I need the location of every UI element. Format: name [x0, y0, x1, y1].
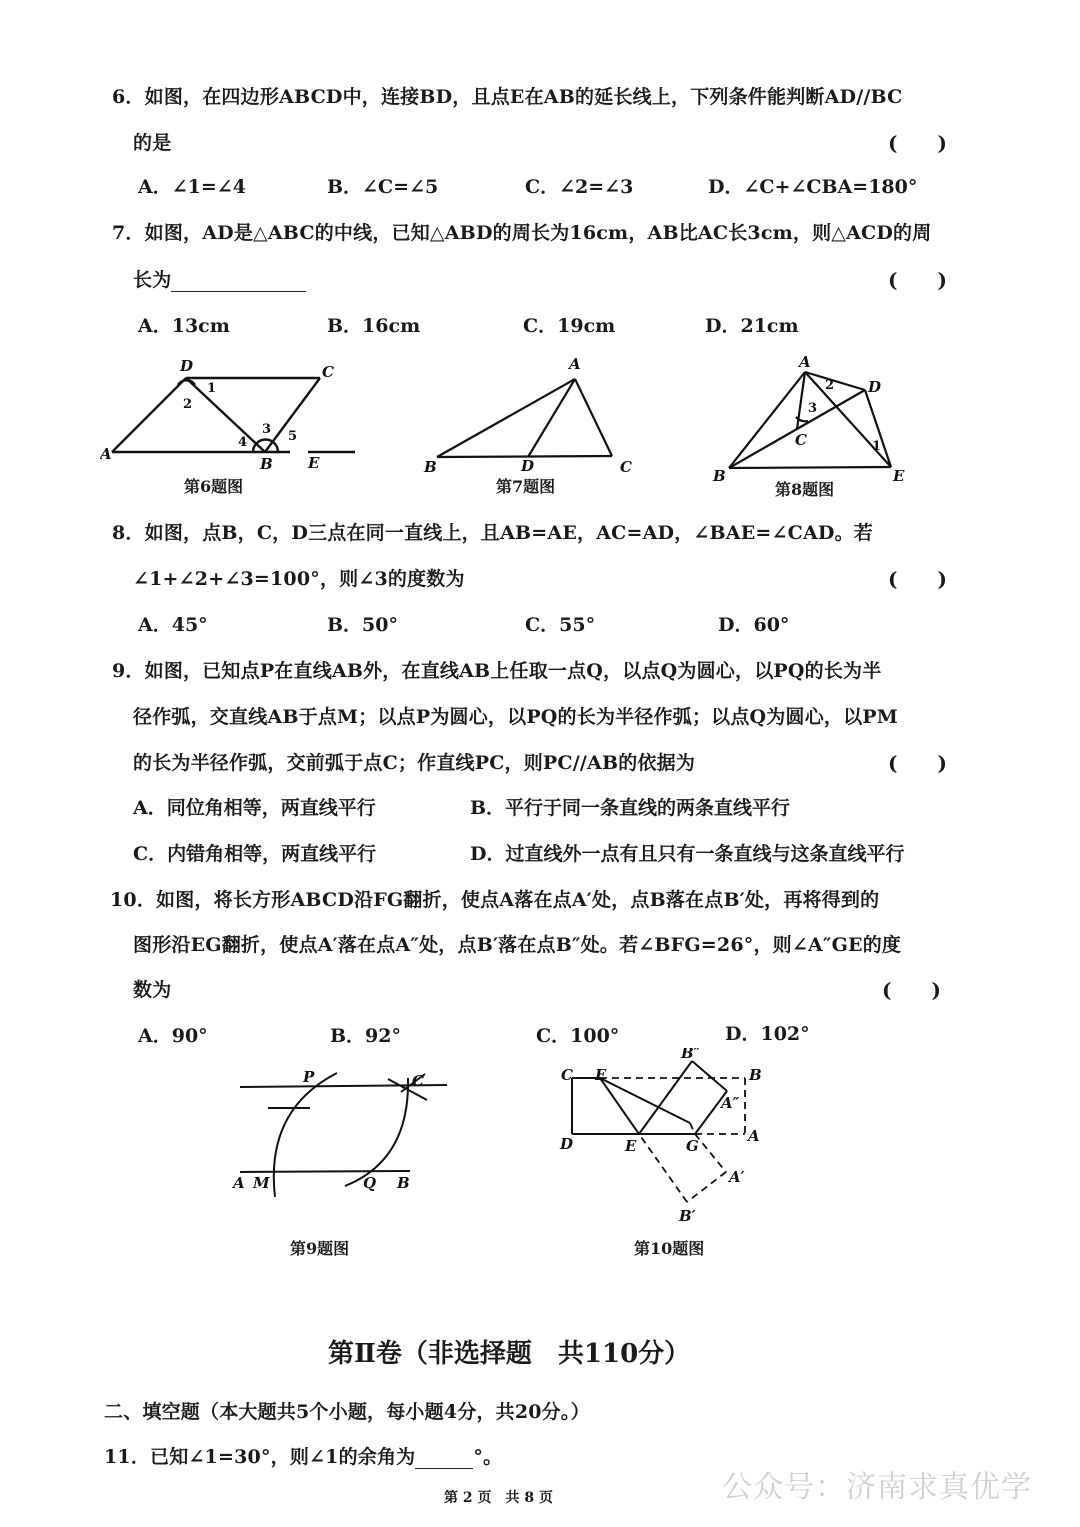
- q7-stem-line2-text: 长为: [133, 269, 172, 291]
- page-number-footer: 第 2 页 共 8 页: [444, 1490, 553, 1506]
- q10-option-c: C．100°: [536, 1025, 620, 1047]
- fig6-label-a: A: [100, 445, 112, 463]
- q11-text-before: 11．已知∠1=30°，则∠1的余角为: [104, 1446, 416, 1468]
- fig10-label-d: D: [560, 1135, 574, 1153]
- q7-answer-blank: [171, 271, 306, 292]
- q10-answer-bracket: ( ): [882, 978, 941, 1002]
- section-2-title: 第Ⅱ卷（非选择题 共110分）: [328, 1339, 691, 1369]
- fig10-label-f: F: [595, 1066, 606, 1084]
- q8-option-c: C．55°: [525, 614, 596, 636]
- q7-stem-line1: 7．如图，AD是△ABC的中线，已知△ABD的周长为16cm，AB比AC长3cm，则△ACD的周: [112, 222, 932, 244]
- q8-option-d: D．60°: [718, 614, 790, 636]
- q10-stem-line3: 数为: [133, 979, 172, 1001]
- fig8-label-a: A: [799, 353, 811, 371]
- fig7-label-b: B: [424, 458, 437, 475]
- fig8-angle-2: 2: [825, 378, 835, 393]
- fig6-label-d: D: [180, 357, 194, 375]
- fig10-label-c: C: [561, 1066, 573, 1084]
- figure-q8-triangles: [705, 350, 915, 485]
- fig10-label-a-prime: A′: [729, 1168, 745, 1186]
- fig9-label-p: P: [303, 1068, 315, 1086]
- figure-q10-folded-rectangle: [555, 1048, 770, 1228]
- q8-option-b: B．50°: [327, 614, 398, 636]
- q8-answer-bracket: ( ): [888, 567, 947, 591]
- fig8-label-e: E: [893, 467, 905, 485]
- q7-option-b: B．16cm: [327, 315, 421, 337]
- q9-stem-line1: 9．如图，已知点P在直线AB外，在直线AB上任取一点Q，以点Q为圆心，以PQ的长为半: [112, 660, 882, 682]
- fig8-label-d: D: [868, 378, 882, 396]
- fig9-caption: 第9题图: [290, 1239, 350, 1258]
- q7-option-a: A．13cm: [138, 315, 230, 337]
- fig6-angle-1: 1: [207, 381, 217, 396]
- q11-answer-blank: [415, 1448, 473, 1469]
- q10-stem-line2: 图形沿EG翻折，使点A′落在点A″处，点B′落在点B″处。若∠BFG=26°，则∠A″GE的度: [133, 934, 902, 956]
- fig6-angle-2: 2: [183, 397, 193, 412]
- fig10-label-a-double-prime: A″: [721, 1094, 740, 1112]
- q9-stem-line3: 的长为半径作弧，交前弧于点C；作直线PC，则PC//AB的依据为: [133, 752, 696, 774]
- q9-answer-bracket: ( ): [888, 751, 947, 775]
- fig8-angle-3: 3: [808, 401, 818, 416]
- fig7-label-c: C: [620, 458, 632, 475]
- fig7-label-d: D: [521, 457, 535, 475]
- fig9-label-m: M: [253, 1174, 270, 1192]
- q9-option-d: D．过直线外一点有且只有一条直线与这条直线平行: [470, 843, 905, 865]
- q11-text-after: °。: [473, 1446, 503, 1468]
- fig10-label-b-prime: B′: [679, 1207, 696, 1225]
- figure-q6-quadrilateral: [100, 355, 370, 470]
- q8-option-a: A．45°: [138, 614, 208, 636]
- q7-option-d: D．21cm: [705, 315, 799, 337]
- fig6-label-e: E: [308, 454, 320, 470]
- q10-option-d: D．102°: [725, 1023, 810, 1045]
- fig8-label-c: C: [795, 431, 807, 449]
- fig9-label-q: Q: [363, 1174, 377, 1192]
- q6-option-b: B．∠C=∠5: [327, 176, 439, 198]
- fig10-label-a: A: [748, 1127, 760, 1145]
- fig6-label-b: B: [260, 455, 273, 470]
- fig6-angle-5: 5: [288, 429, 298, 444]
- q9-stem-line2: 径作弧，交直线AB于点M；以点P为圆心，以PQ的长为半径作弧；以点Q为圆心，以PM: [133, 706, 899, 728]
- fig10-label-g: G: [686, 1137, 699, 1155]
- fig8-label-b: B: [713, 467, 726, 485]
- q6-option-d: D．∠C+∠CBA=180°: [708, 176, 918, 198]
- fig10-caption: 第10题图: [634, 1239, 705, 1258]
- fig9-label-c: C: [412, 1072, 424, 1090]
- q9-option-b: B．平行于同一条直线的两条直线平行: [470, 797, 791, 819]
- fig8-caption: 第8题图: [775, 480, 835, 499]
- figure-q9-construction: [225, 1060, 455, 1200]
- q7-answer-bracket: ( ): [888, 268, 947, 292]
- q7-stem-line2: [133, 265, 306, 292]
- fig9-label-b: B: [397, 1174, 410, 1192]
- q8-stem-line1: 8．如图，点B，C，D三点在同一直线上，且AB=AE，AC=AD，∠BAE=∠CAD。若: [112, 522, 874, 544]
- q7-option-c: C．19cm: [523, 315, 616, 337]
- fig10-label-e: E: [625, 1137, 637, 1155]
- fill-in-section-heading: 二、填空题（本大题共5个小题，每小题4分，共20分。）: [104, 1401, 590, 1423]
- fig6-label-c: C: [322, 363, 334, 381]
- q6-answer-bracket: ( ): [888, 131, 947, 155]
- fig6-angle-4: 4: [238, 435, 248, 450]
- figure-q7-triangle: [420, 355, 635, 475]
- q6-option-c: C．∠2=∠3: [525, 176, 634, 198]
- fig6-caption: 第6题图: [184, 477, 244, 496]
- q9-option-a: A．同位角相等，两直线平行: [133, 797, 376, 819]
- q8-stem-line2: ∠1+∠2+∠3=100°，则∠3的度数为: [133, 568, 465, 590]
- q6-stem-line2: 的是: [133, 132, 172, 154]
- q10-stem-line1: 10．如图，将长方形ABCD沿FG翻折，使点A落在点A′处，点B落在点B′处，再将得到的: [110, 889, 880, 911]
- q9-option-c: C．内错角相等，两直线平行: [133, 843, 377, 865]
- fig7-caption: 第7题图: [496, 477, 556, 496]
- fig8-angle-1: 1: [872, 439, 882, 454]
- q10-option-a: A．90°: [138, 1025, 208, 1047]
- fig9-label-a: A: [233, 1174, 245, 1192]
- q11-stem: [104, 1442, 502, 1469]
- fig10-label-b: B: [749, 1066, 762, 1084]
- fig10-label-b-double-prime: B″: [681, 1048, 701, 1062]
- fig6-angle-3: 3: [262, 422, 272, 437]
- q6-stem-line1: 6．如图，在四边形ABCD中，连接BD，且点E在AB的延长线上，下列条件能判断AD//BC: [112, 86, 903, 108]
- wechat-account-watermark: 公众号：济南求真优学: [722, 1470, 1032, 1505]
- q6-option-a: A．∠1=∠4: [138, 176, 246, 198]
- fig7-label-a: A: [569, 355, 581, 373]
- q10-option-b: B．92°: [330, 1025, 401, 1047]
